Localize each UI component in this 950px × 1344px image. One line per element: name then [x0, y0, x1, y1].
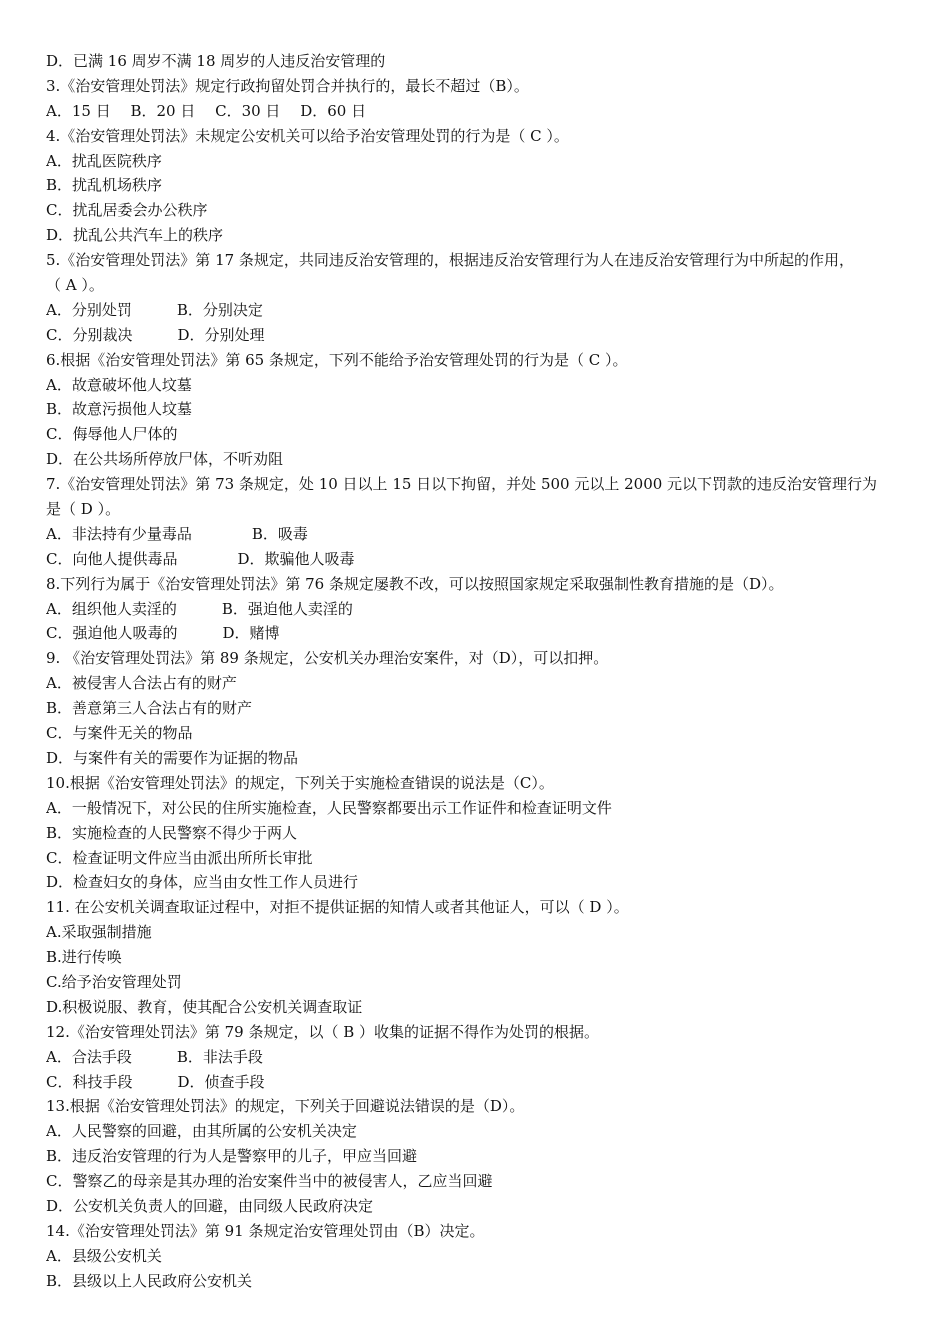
question-7: 7.《治安管理处罚法》第 73 条规定，处 10 日以上 15 日以下拘留，并处 500 元以上 2000 元以下罚款的违反治安管理行为 [46, 475, 878, 494]
question-14-option-b: B．县级以上人民政府公安机关 [46, 1271, 253, 1290]
question-12-options-cd: C．科技手段 D．侦查手段 [46, 1072, 265, 1091]
question-13-option-a: A．人民警察的回避，由其所属的公安机关决定 [46, 1122, 357, 1141]
question-8-options-cd: C．强迫他人吸毒的 D．赌博 [46, 624, 280, 643]
question-10: 10.根据《治安管理处罚法》的规定，下列关于实施检查错误的说法是（C）。 [46, 773, 554, 792]
question-9-option-b: B．善意第三人合法占有的财产 [46, 699, 253, 718]
question-9-option-d: D．与案件有关的需要作为证据的物品 [46, 748, 299, 767]
question-7-continued: 是（ D ）。 [46, 500, 121, 519]
question-6: 6.根据《治安管理处罚法》第 65 条规定，下列不能给予治安管理处罚的行为是（ C ）。 [46, 350, 628, 369]
question-4-option-b: B．扰乱机场秩序 [46, 176, 163, 195]
question-3-options: A．15 日 B．20 日 C．30 日 D．60 日 [46, 101, 367, 120]
question-13-option-c: C．警察乙的母亲是其办理的治安案件当中的被侵害人，乙应当回避 [46, 1172, 493, 1191]
question-11-option-d: D.积极说服、教育，使其配合公安机关调查取证 [46, 997, 363, 1016]
question-9: 9. 《治安管理处罚法》第 89 条规定，公安机关办理治安案件，对（D），可以扣押。 [46, 649, 609, 668]
document-page [46, 49, 916, 1294]
question-10-option-d: D．检查妇女的身体，应当由女性工作人员进行 [46, 873, 359, 892]
question-5: 5.《治安管理处罚法》第 17 条规定，共同违反治安管理的，根据违反治安管理行为人在违反治安管理行为中所起的作用， [46, 251, 854, 270]
text-line: D．已满 16 周岁不满 18 周岁的人违反治安管理的 [46, 52, 386, 70]
question-12-options-ab: A．合法手段 B．非法手段 [46, 1047, 263, 1066]
question-6-option-d: D．在公共场所停放尸体，不听劝阻 [46, 450, 284, 469]
question-4-option-d: D．扰乱公共汽车上的秩序 [46, 226, 224, 245]
question-7-options-cd: C．向他人提供毒品 D．欺骗他人吸毒 [46, 549, 355, 568]
question-13-option-d: D．公安机关负责人的回避，由同级人民政府决定 [46, 1196, 374, 1215]
question-10-option-b: B．实施检查的人民警察不得少于两人 [46, 823, 298, 842]
question-9-option-a: A．被侵害人合法占有的财产 [46, 674, 237, 693]
question-13-option-b: B．违反治安管理的行为人是警察甲的儿子，甲应当回避 [46, 1147, 418, 1166]
question-8: 8.下列行为属于《治安管理处罚法》第 76 条规定屡教不改，可以按照国家规定采取强制性教育措施的是（D）。 [46, 574, 784, 593]
question-10-option-a: A．一般情况下，对公民的住所实施检查，人民警察都要出示工作证件和检查证明文件 [46, 798, 612, 817]
question-3: 3.《治安管理处罚法》规定行政拘留处罚合并执行的，最长不超过（B）。 [46, 76, 529, 95]
question-14-option-a: A．县级公安机关 [46, 1246, 162, 1265]
question-5-continued: （ A ）。 [46, 276, 104, 295]
question-11-option-c: C.给予治安管理处罚 [46, 972, 182, 991]
question-6-option-c: C．侮辱他人尸体的 [46, 425, 178, 444]
question-11-option-b: B.进行传唤 [46, 948, 122, 967]
question-7-options-ab: A．非法持有少量毒品 B．吸毒 [46, 524, 308, 543]
question-8-options-ab: A．组织他人卖淫的 B．强迫他人卖淫的 [46, 599, 353, 618]
question-11-option-a: A.采取强制措施 [46, 923, 152, 942]
question-5-options-cd: C．分别裁决 D．分别处理 [46, 325, 265, 344]
question-4-option-c: C．扰乱居委会办公秩序 [46, 201, 208, 220]
question-11: 11. 在公安机关调查取证过程中，对拒不提供证据的知情人或者其他证人，可以（ D ）。 [46, 898, 629, 917]
question-5-options-ab: A．分别处罚 B．分别决定 [46, 300, 263, 319]
question-14: 14.《治安管理处罚法》第 91 条规定治安管理处罚由（B）决定。 [46, 1221, 485, 1240]
question-6-option-b: B．故意污损他人坟墓 [46, 400, 193, 419]
question-10-option-c: C．检查证明文件应当由派出所所长审批 [46, 848, 313, 867]
question-9-option-c: C．与案件无关的物品 [46, 724, 193, 743]
question-13: 13.根据《治安管理处罚法》的规定，下列关于回避说法错误的是（D）。 [46, 1097, 525, 1116]
question-4-option-a: A．扰乱医院秩序 [46, 151, 162, 170]
question-4: 4.《治安管理处罚法》未规定公安机关可以给予治安管理处罚的行为是（ C ）。 [46, 126, 569, 145]
question-12: 12.《治安管理处罚法》第 79 条规定，以（ B ）收集的证据不得作为处罚的根据。 [46, 1022, 600, 1041]
question-6-option-a: A．故意破坏他人坟墓 [46, 375, 192, 394]
